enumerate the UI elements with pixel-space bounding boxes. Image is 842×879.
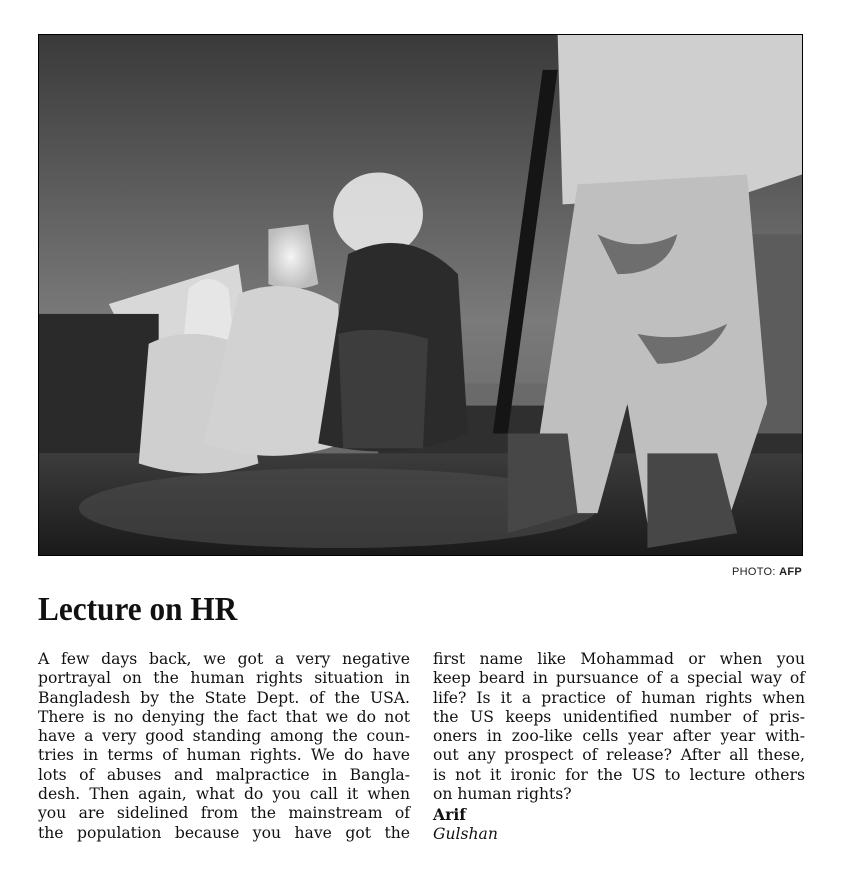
article-column-right: [433, 650, 805, 844]
body-line: Bangladesh by the State Dept. of the USA.: [38, 688, 410, 707]
news-photo: [38, 34, 803, 556]
body-line: portrayal on the human rights situation in: [38, 669, 410, 688]
signature-place: Gulshan: [433, 824, 498, 843]
signature-name: Arif: [433, 805, 466, 825]
body-line: you are sidelined from the mainstream of: [38, 804, 410, 823]
article-headline: Lecture on HR: [38, 591, 238, 628]
body-line: desh. Then again, what do you call it when: [38, 785, 410, 804]
body-line: lots of abuses and malpractice in Bangla-: [38, 765, 410, 784]
photo-credit-prefix: PHOTO:: [731, 566, 776, 578]
body-line: out any prospect of release? After all these,: [433, 746, 805, 765]
body-line: keep beard in pursuance of a special way of: [433, 669, 805, 688]
body-line: the population because you have got the: [38, 823, 410, 842]
body-line: life? Is it a practice of human rights when: [433, 688, 805, 707]
body-line: tries in terms of human rights. We do have: [38, 746, 410, 765]
detainees-photo-illustration: [39, 35, 802, 555]
photo-credit-source: AFP: [779, 566, 802, 578]
body-line: oners in zoo-like cells year after year with-: [433, 727, 805, 746]
body-line: the US keeps unidentified number of pris-: [433, 707, 805, 726]
body-line: have a very good standing among the coun-: [38, 727, 410, 746]
photo-credit: [732, 566, 802, 578]
body-line: first name like Mohammad or when you: [433, 650, 805, 668]
body-line: There is no denying the fact that we do not: [38, 707, 410, 726]
body-line: is not it ironic for the US to lecture others: [433, 765, 805, 784]
body-line: on human rights?: [433, 785, 572, 804]
body-line: A few days back, we got a very negative: [38, 650, 410, 668]
article-column-left: [38, 650, 410, 843]
